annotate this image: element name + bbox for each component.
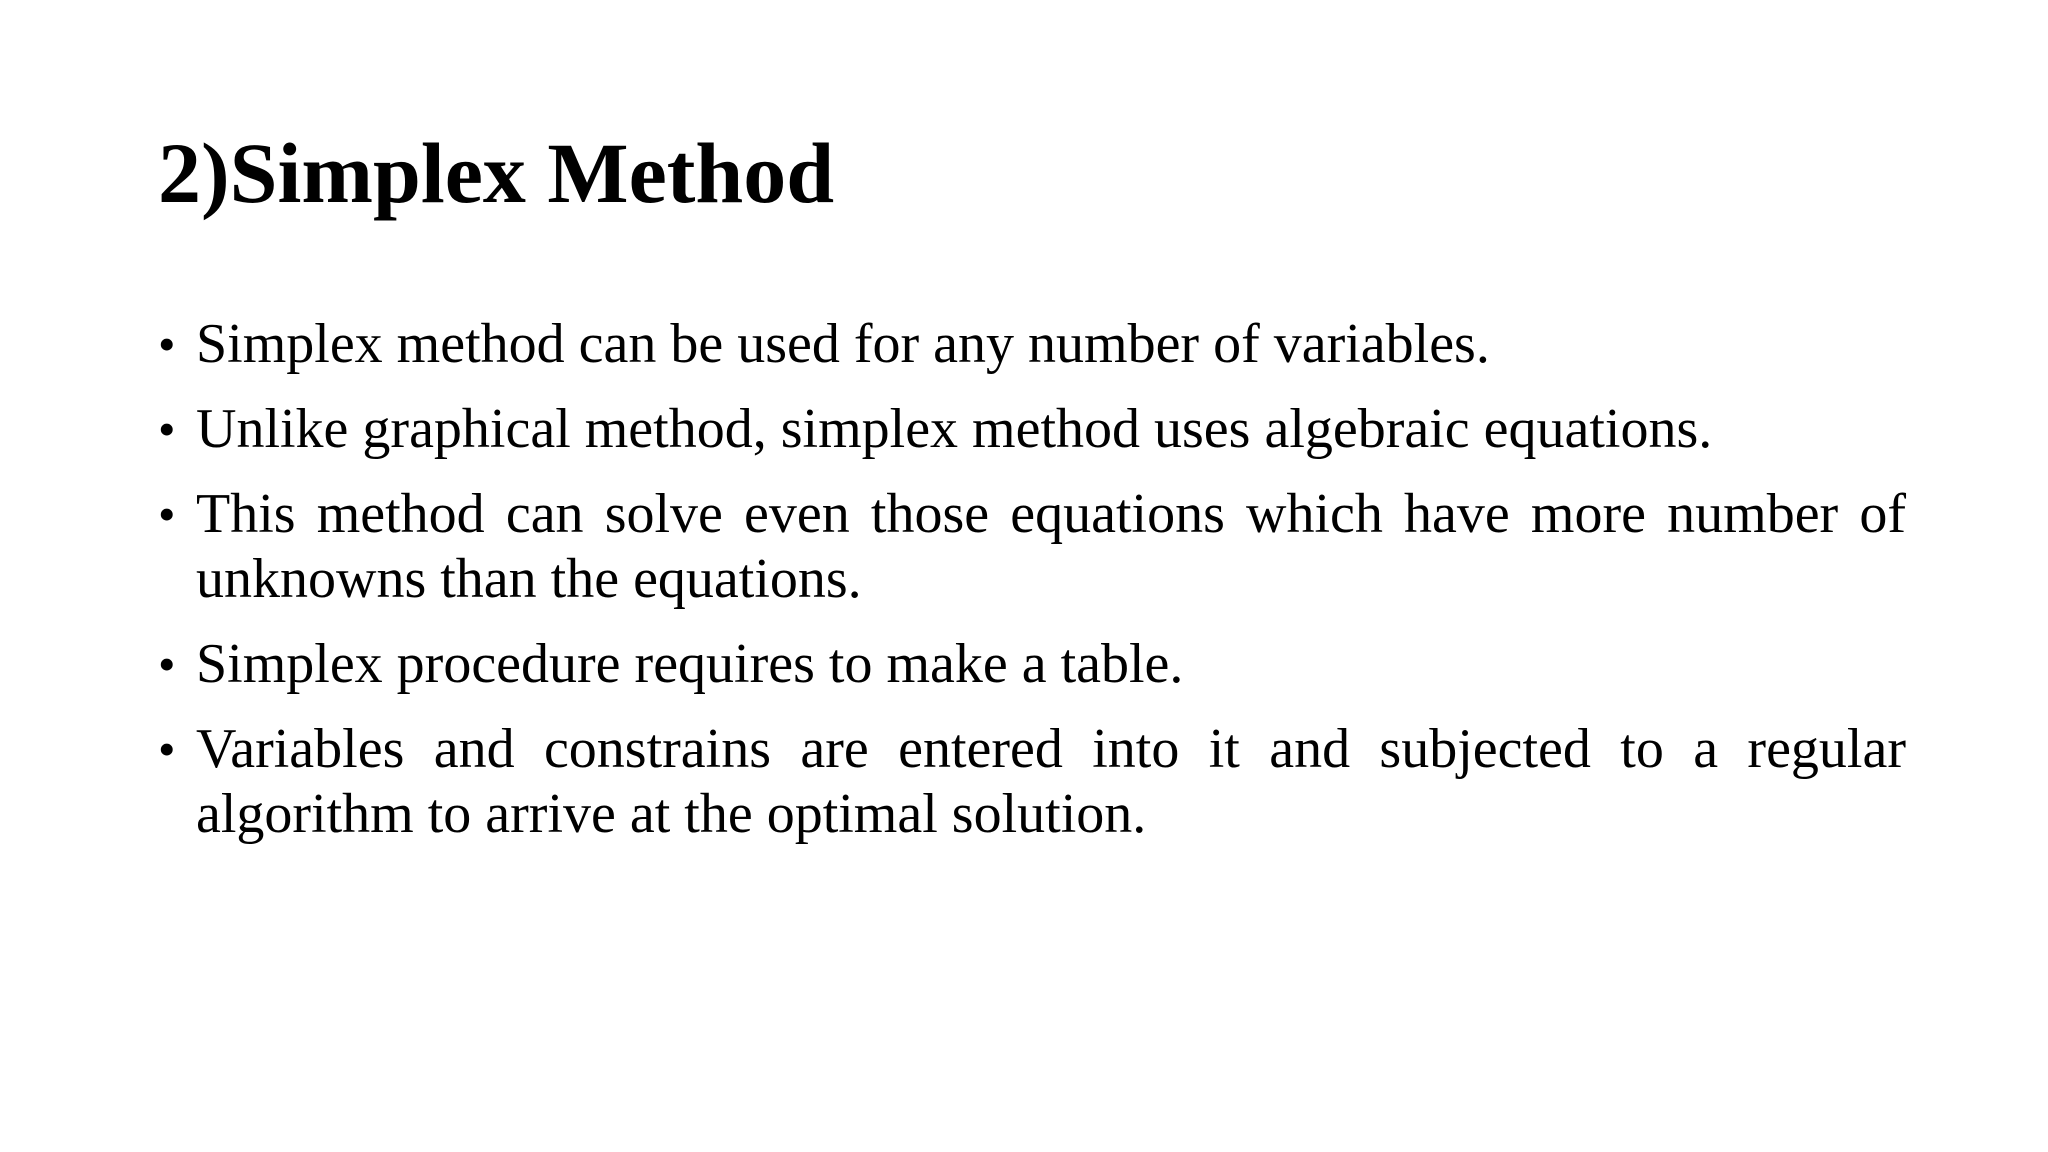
slide-title: 2)Simplex Method [158,125,835,221]
bullet-text: Variables and constrains are entered into it and subjected to a regular algorithm to arrive at the optimal solution. [196,718,1906,845]
bullet-item [158,482,1906,612]
bullet-item [158,632,1906,697]
bullet-text: This method can solve even those equations which have more number of unknowns than the equations. [196,483,1906,610]
bullet-list [158,312,1906,867]
bullet-icon: • [158,486,176,542]
bullet-item [158,397,1906,462]
bullet-text: Simplex procedure requires to make a table. [196,633,1184,695]
bullet-icon: • [158,636,176,692]
bullet-text: Simplex method can be used for any number of variables. [196,313,1490,375]
bullet-icon: • [158,721,176,777]
bullet-item [158,717,1906,847]
bullet-icon: • [158,401,176,457]
bullet-text: Unlike graphical method, simplex method uses algebraic equations. [196,398,1713,460]
bullet-icon: • [158,316,176,372]
bullet-item [158,312,1906,377]
